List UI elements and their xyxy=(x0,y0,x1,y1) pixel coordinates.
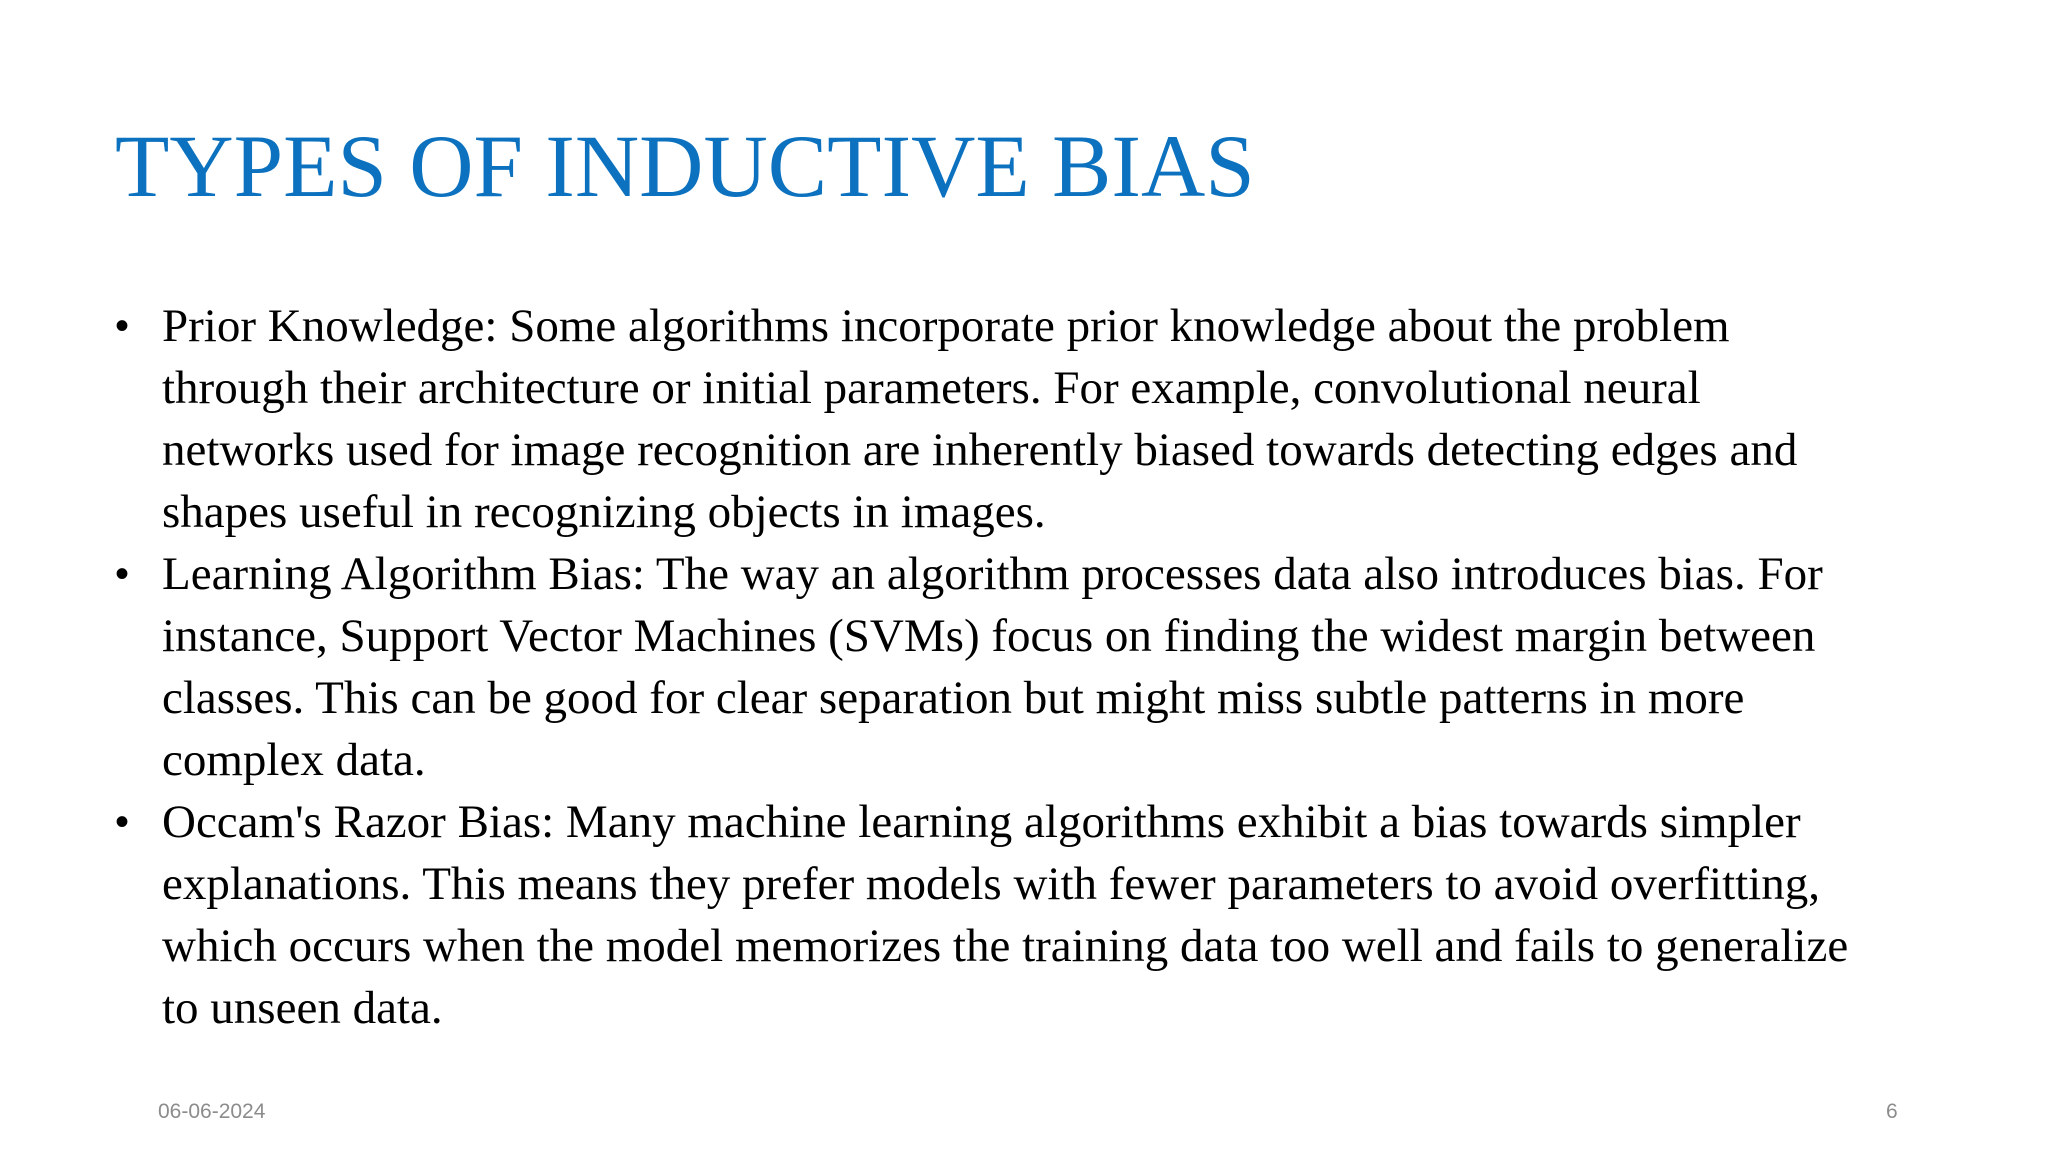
bullet-item-prior-knowledge xyxy=(115,295,1875,543)
footer-page-number: 6 xyxy=(1886,1100,1898,1123)
slide-title: TYPES OF INDUCTIVE BIAS xyxy=(115,118,1255,216)
bullet-item-learning-algorithm-bias xyxy=(115,543,1875,791)
bullet-text: Prior Knowledge: Some algorithms incorporate prior knowledge about the problem through their architecture or initial parameters. For example, convolutional neural networks used for image recognition are inherently biased towards detecting edges and shapes useful in recognizing objects in images. xyxy=(162,300,1798,538)
bullet-icon: • xyxy=(115,800,130,844)
bullet-list xyxy=(115,295,1875,1039)
bullet-icon: • xyxy=(115,552,130,596)
bullet-item-occams-razor-bias xyxy=(115,791,1875,1039)
bullet-icon: • xyxy=(115,304,130,348)
bullet-text: Learning Algorithm Bias: The way an algorithm processes data also introduces bias. For instance, Support Vector Machines (SVMs) focus on finding the widest margin between classes. This can be good for clear separation but might miss subtle patterns in more complex data. xyxy=(162,548,1823,786)
footer-date: 06-06-2024 xyxy=(158,1100,266,1123)
bullet-text: Occam's Razor Bias: Many machine learning algorithms exhibit a bias towards simpler explanations. This means they prefer models with fewer parameters to avoid overfitting, which occurs when the model memorizes the training data too well and fails to generalize to unseen data. xyxy=(162,796,1849,1034)
